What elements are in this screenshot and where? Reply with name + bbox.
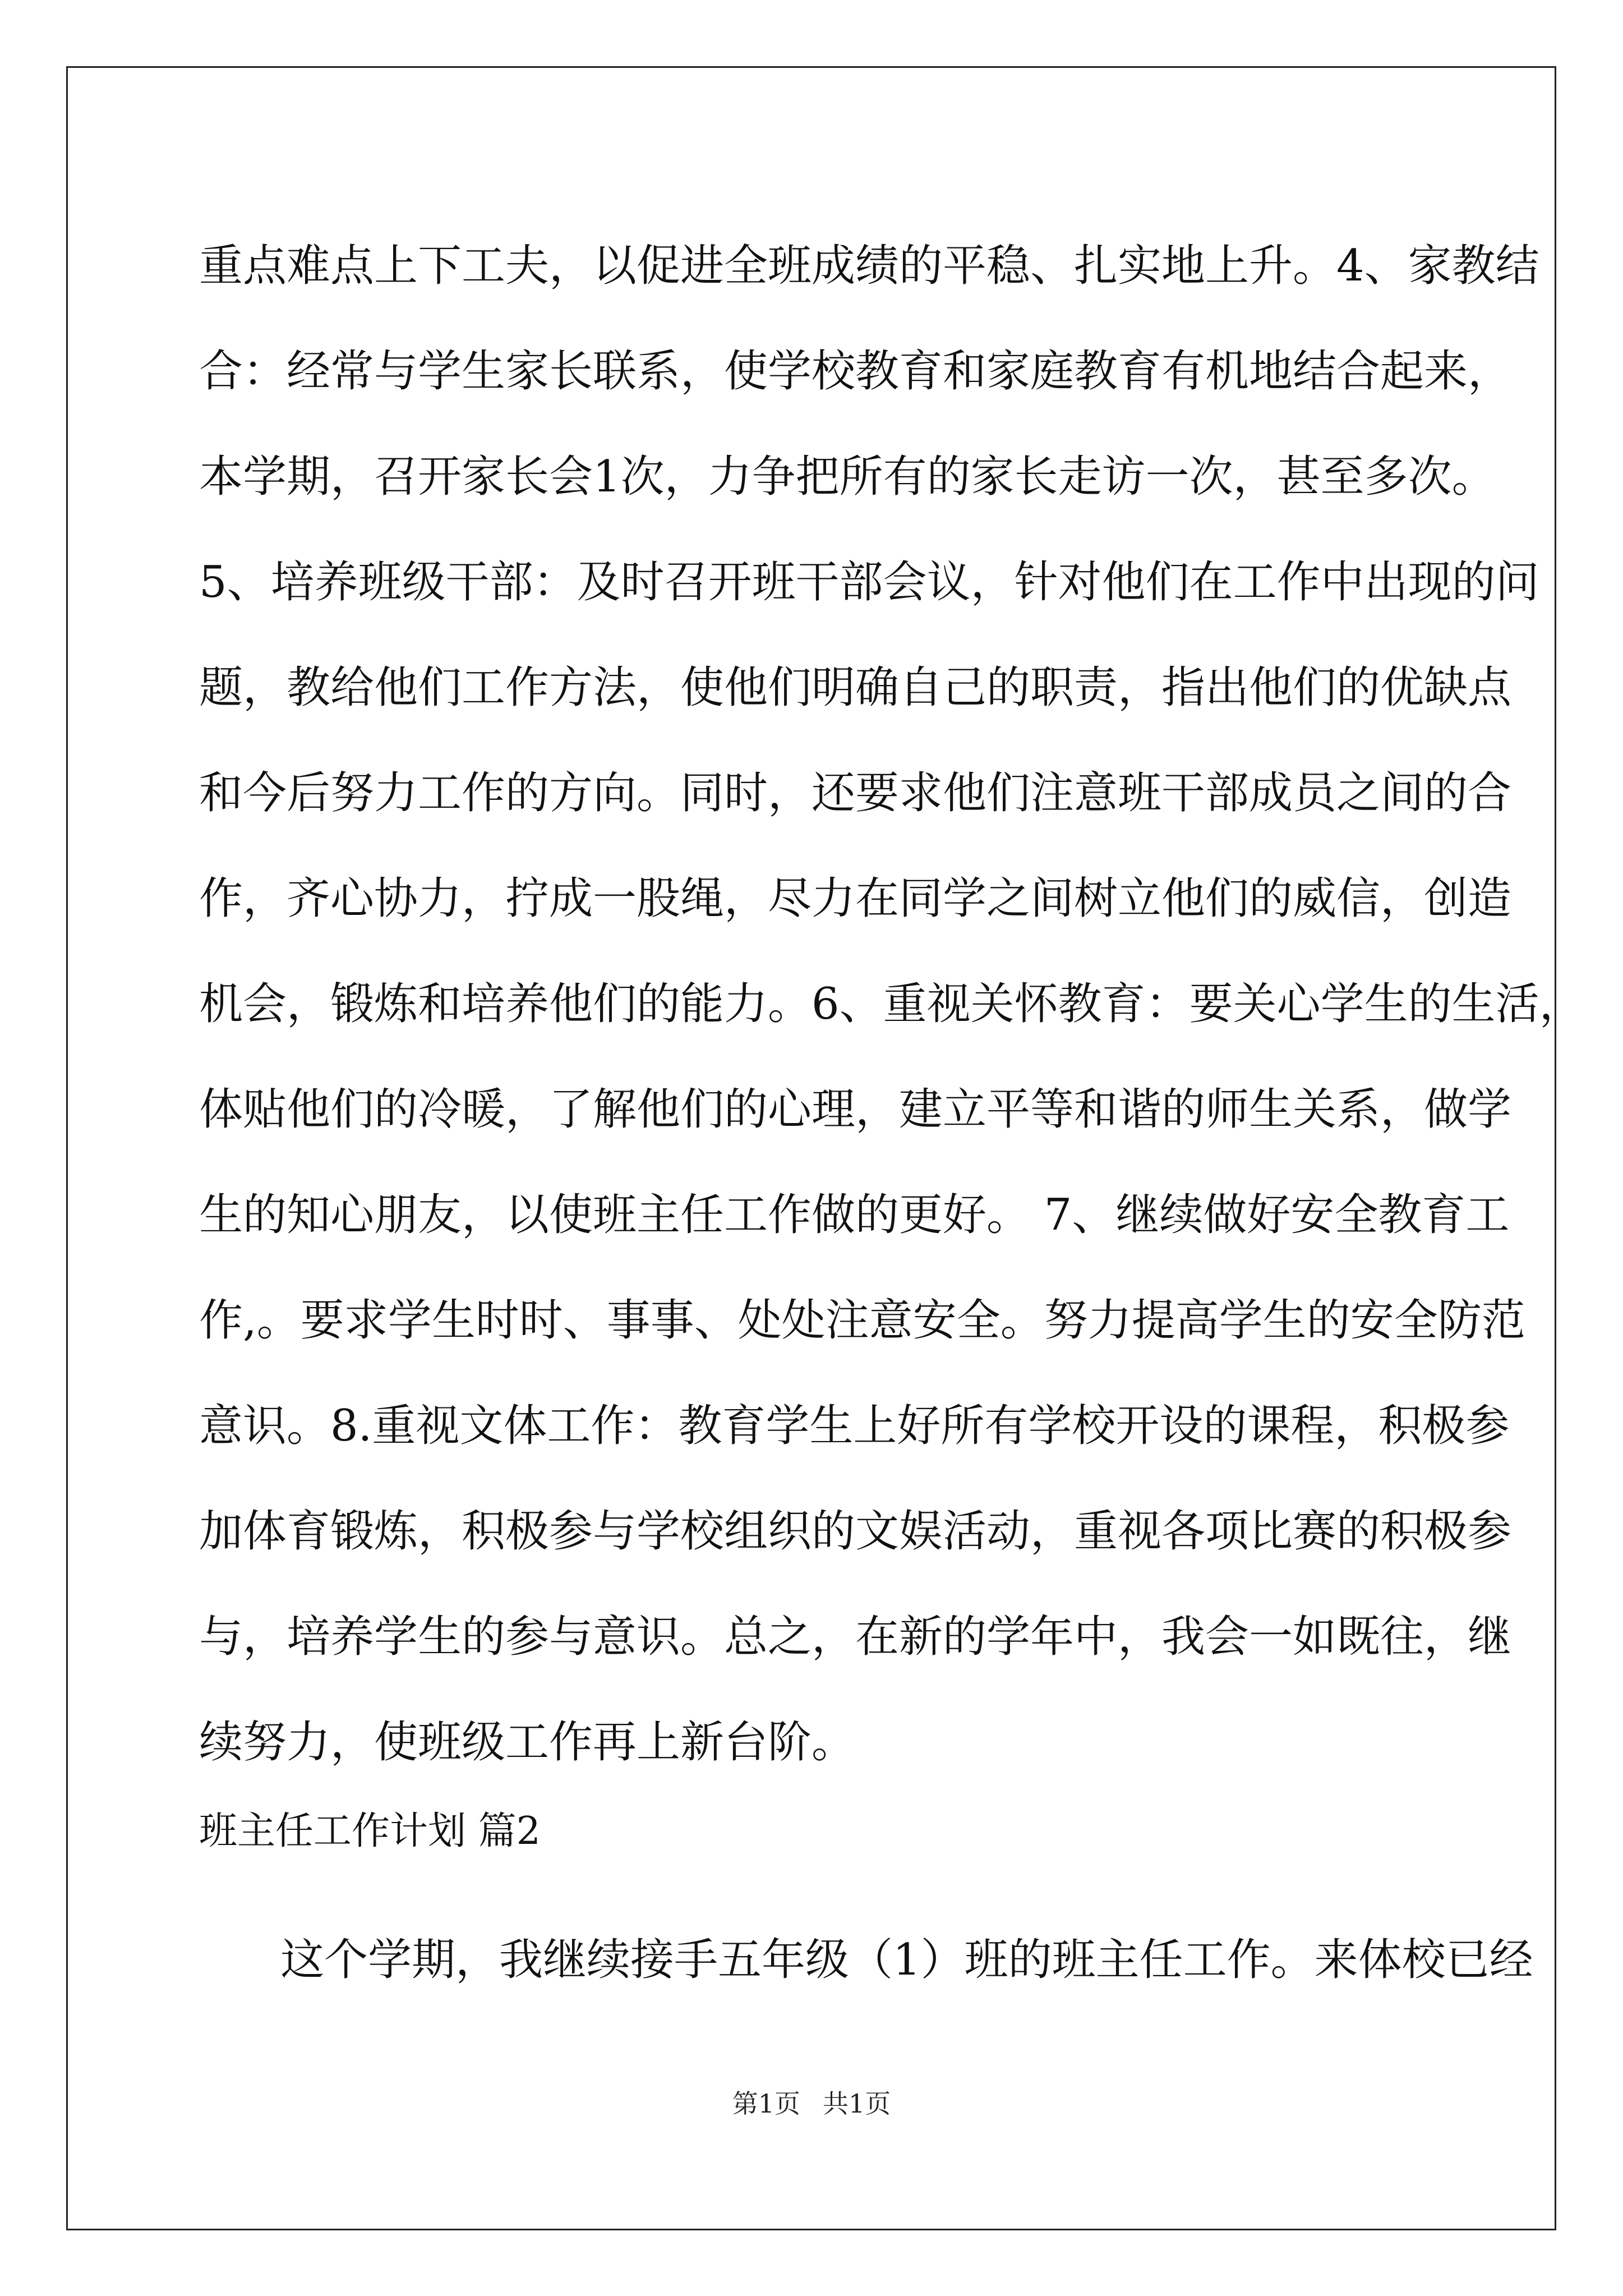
text-line: 作,。要求学生时时、事事、处处注意安全。努力提高学生的安全防范 xyxy=(199,1295,1525,1346)
text-line: 重点难点上下工夫，以促进全班成绩的平稳、扎实地上升。4、家教结 xyxy=(199,241,1539,291)
text-line: 本学期，召开家长会1次，力争把所有的家长走访一次，甚至多次。 xyxy=(199,452,1496,502)
page-number: 第1页 xyxy=(732,2088,800,2119)
section-heading: 班主任工作计划 篇2 xyxy=(199,1809,541,1853)
text-line: 体贴他们的冷暖，了解他们的心理，建立平等和谐的师生关系，做学 xyxy=(199,1084,1512,1135)
body-paragraph xyxy=(199,213,1583,1795)
text-line: 与，培养学生的参与意识。总之，在新的学年中，我会一如既往，继 xyxy=(199,1612,1512,1662)
text-line: 5、培养班级干部：及时召开班干部会议，针对他们在工作中出现的问 xyxy=(199,557,1539,608)
text-line: 题，教给他们工作方法，使他们明确自己的职责，指出他们的优缺点 xyxy=(199,662,1512,713)
page-total: 共1页 xyxy=(823,2088,891,2119)
paragraph-2-line: 这个学期，我继续接手五年级（1）班的班主任工作。来体校已经 xyxy=(280,1935,1533,1985)
text-line: 续努力，使班级工作再上新台阶。 xyxy=(199,1717,856,1768)
text-line: 意识。8.重视文体工作：教育学生上好所有学校开设的课程，积极参 xyxy=(199,1401,1510,1451)
text-line: 和今后努力工作的方向。同时，还要求他们注意班干部成员之间的合 xyxy=(199,768,1512,818)
text-line: 合：经常与学生家长联系，使学校教育和家庭教育有机地结合起来， xyxy=(199,346,1512,397)
page-footer xyxy=(0,2087,1623,2120)
text-line: 机会，锻炼和培养他们的能力。6、重视关怀教育：要关心学生的生活， xyxy=(199,979,1583,1029)
text-line: 加体育锻炼，积极参与学校组织的文娱活动，重视各项比赛的积极参 xyxy=(199,1506,1512,1557)
text-line: 作，齐心协力，拧成一股绳，尽力在同学之间树立他们的威信，创造 xyxy=(199,873,1512,924)
text-line: 生的知心朋友，以使班主任工作做的更好。 7、继续做好安全教育工 xyxy=(199,1190,1510,1240)
